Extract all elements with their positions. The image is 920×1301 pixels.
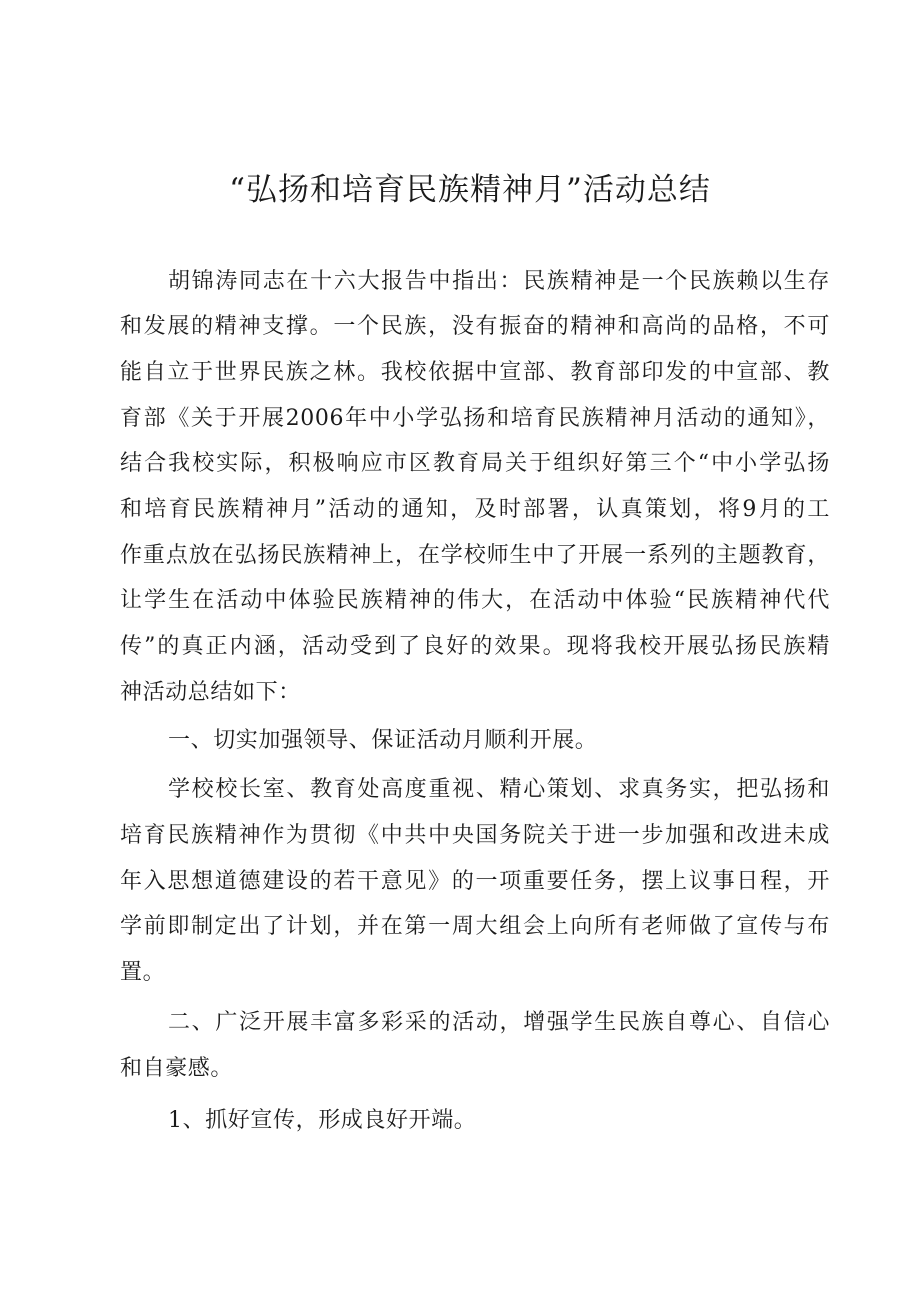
paragraph-line: 结合我校实际，积极响应市区教育局关于组织好第三个“中小学弘扬: [120, 451, 830, 476]
paragraph-line: 胡锦涛同志在十六大报告中指出：民族精神是一个民族赖以生存: [168, 269, 830, 294]
paragraph-line: 和培育民族精神月”活动的通知，及时部署，认真策划，将9月的工: [120, 497, 830, 522]
section-heading: 一、切实加强领导、保证活动月顺利开展。: [168, 728, 598, 753]
paragraph-line: 培育民族精神作为贯彻《中共中央国务院关于进一步加强和改进未成: [120, 823, 830, 848]
paragraph-line: 传”的真正内涵，活动受到了良好的效果。现将我校开展弘扬民族精: [120, 634, 830, 659]
paragraph-line: 学校校长室、教育处高度重视、精心策划、求真务实，把弘扬和: [168, 777, 830, 802]
section-heading: 二、广泛开展丰富多彩采的活动，增强学生民族自尊心、自信心: [168, 1010, 830, 1035]
paragraph-line: 让学生在活动中体验民族精神的伟大，在活动中体验“民族精神代代: [120, 588, 830, 613]
section-heading-continued: 和自豪感。: [120, 1056, 234, 1081]
paragraph-line: 和发展的精神支撑。一个民族，没有振奋的精神和高尚的品格，不可: [120, 314, 830, 339]
paragraph-line: 学前即制定出了计划，并在第一周大组会上向所有老师做了宣传与布: [120, 914, 830, 939]
subsection-heading: 1、抓好宣传，形成良好开端。: [168, 1108, 477, 1133]
document-title: “弘扬和培育民族精神月”活动总结: [229, 172, 711, 208]
paragraph-line: 置。: [120, 960, 166, 985]
paragraph-line: 育部《关于开展2006年中小学弘扬和培育民族精神月活动的通知》，: [120, 406, 830, 431]
paragraph-line: 能自立于世界民族之林。我校依据中宣部、教育部印发的中宣部、教: [120, 360, 830, 385]
paragraph-line: 作重点放在弘扬民族精神上，在学校师生中了开展一系列的主题教育，: [120, 543, 830, 568]
paragraph-line: 年入思想道德建设的若干意见》的一项重要任务，摆上议事日程，开: [120, 869, 830, 894]
paragraph-line: 神活动总结如下：: [120, 680, 301, 705]
